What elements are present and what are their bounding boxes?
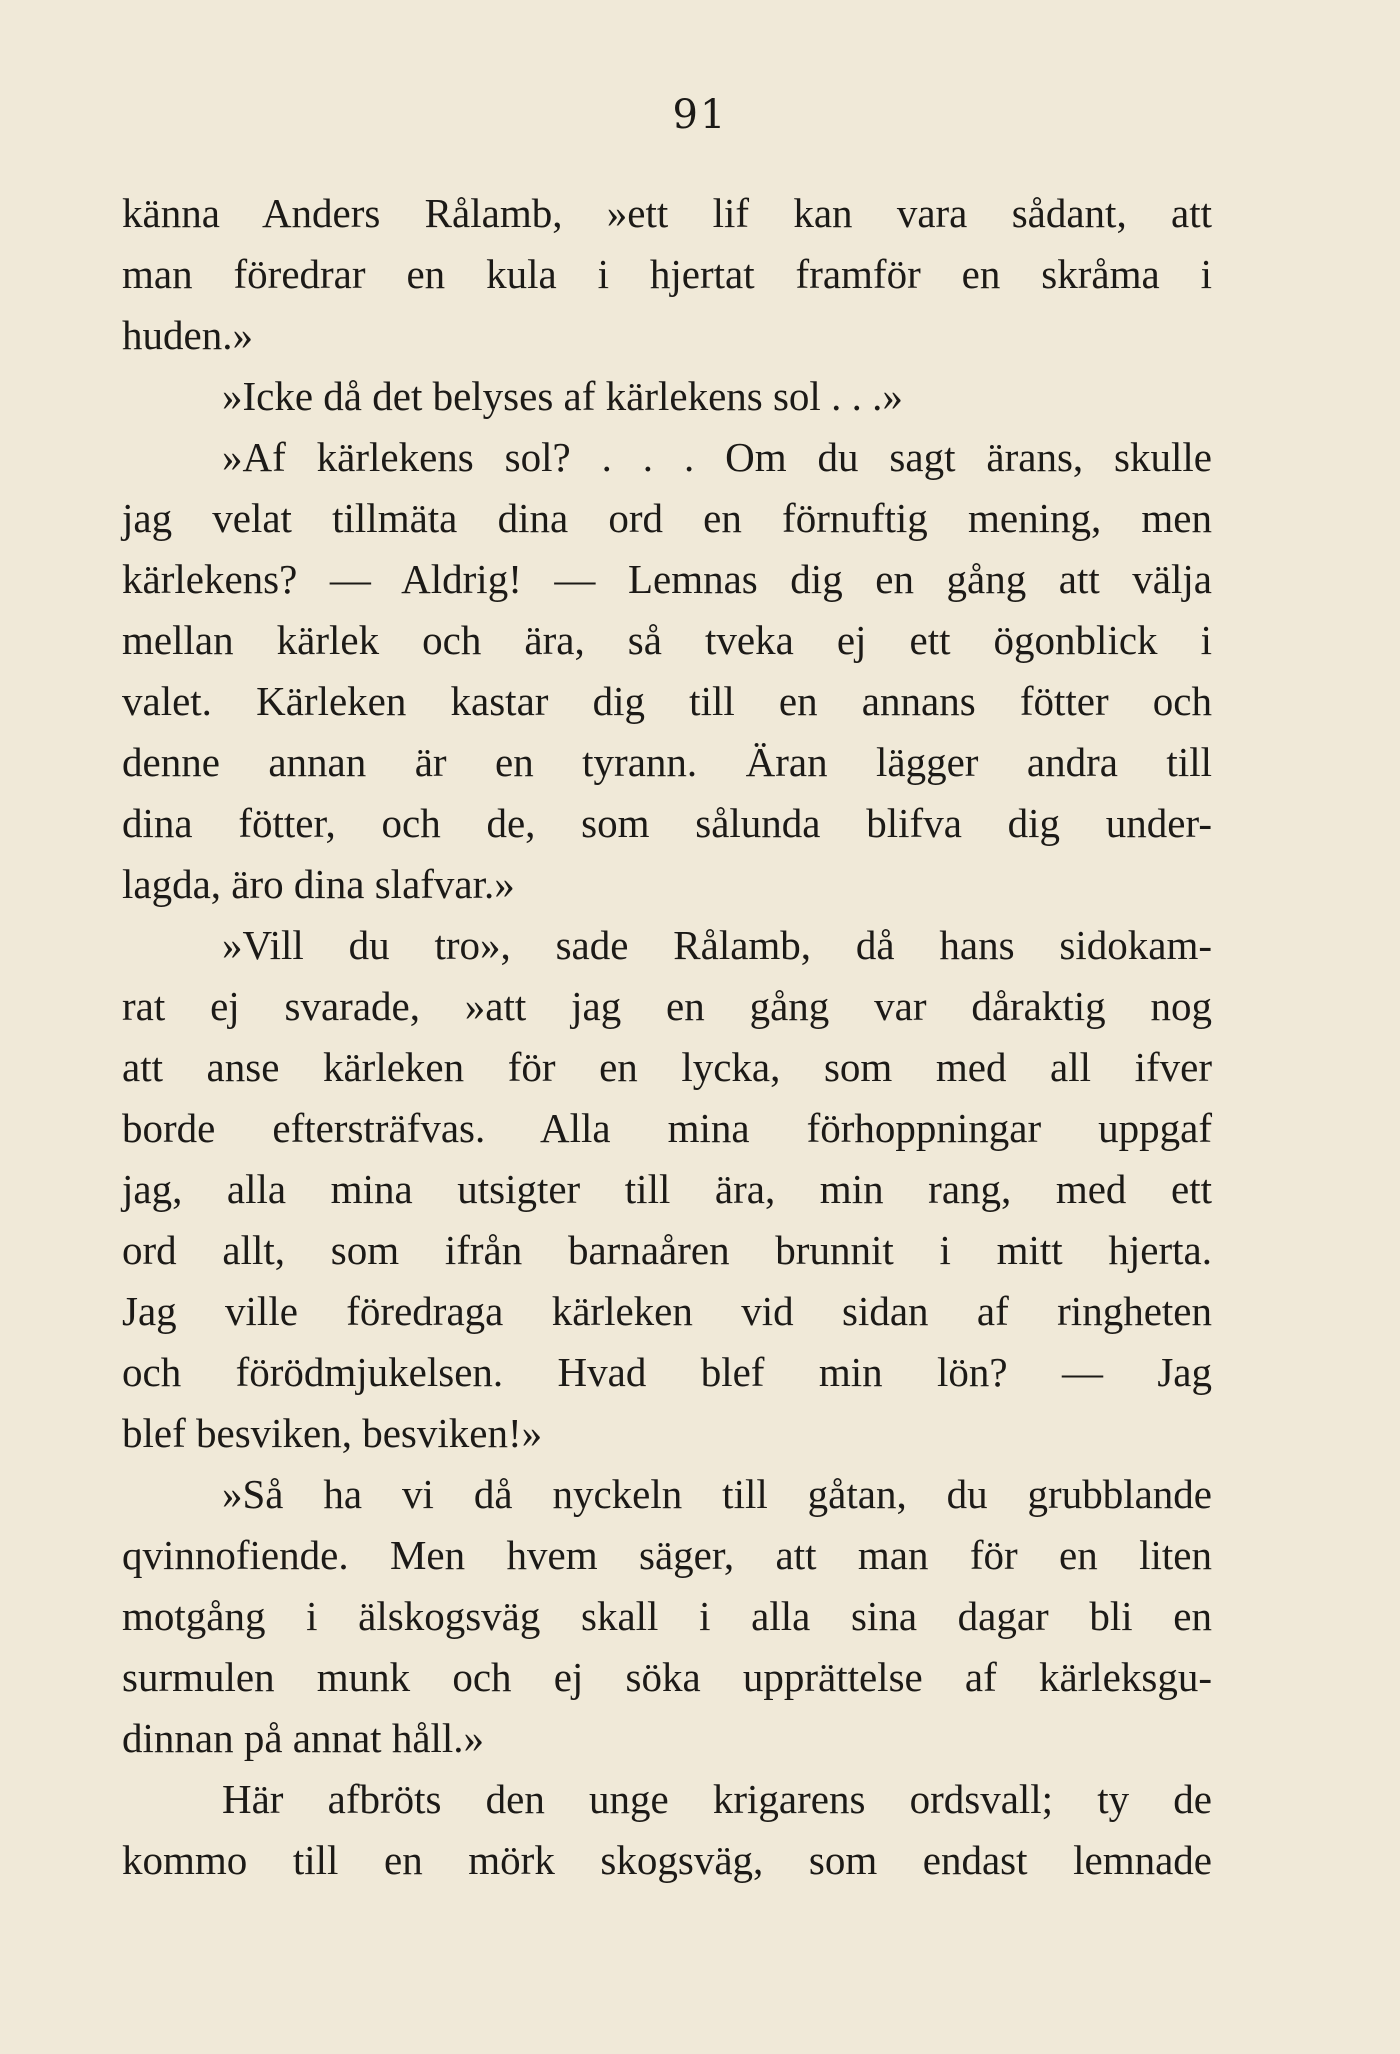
text-line: Här afbröts den unge krigarens ordsvall; ty de — [222, 1776, 1212, 1822]
text-line: kommo till en mörk skogsväg, som endast lemnade — [122, 1837, 1212, 1883]
text-line: dina fötter, och de, som sålunda blifva dig under- — [122, 800, 1212, 846]
text-line: huden.» — [122, 312, 253, 358]
text-line: rat ej svarade, »att jag en gång var dåraktig nog — [122, 983, 1212, 1029]
text-line: »Icke då det belyses af kärlekens sol . . .» — [222, 373, 903, 419]
text-line: »Af kärlekens sol? . . . Om du sagt ärans, skulle — [222, 434, 1212, 480]
text-line: Jag ville föredraga kärleken vid sidan af ringheten — [122, 1288, 1212, 1334]
text-line: surmulen munk och ej söka upprättelse af kärleksgu- — [122, 1654, 1212, 1700]
text-line: borde eftersträfvas. Alla mina förhoppningar uppgaf — [122, 1105, 1212, 1151]
text-line: blef besviken, besviken!» — [122, 1410, 543, 1456]
text-line: kärlekens? — Aldrig! — Lemnas dig en gång att välja — [122, 556, 1212, 602]
text-line: att anse kärleken för en lycka, som med all ifver — [122, 1044, 1212, 1090]
text-line: motgång i älskogsväg skall i alla sina dagar bli en — [122, 1593, 1212, 1639]
page-number: 91 — [672, 92, 728, 138]
text-line: denne annan är en tyrann. Äran lägger andra till — [122, 739, 1212, 785]
text-line: man föredrar en kula i hjertat framför en skråma i — [122, 251, 1212, 297]
text-line: dinnan på annat håll.» — [122, 1715, 485, 1761]
text-line: qvinnofiende. Men hvem säger, att man för en liten — [122, 1532, 1212, 1578]
text-line: »Vill du tro», sade Rålamb, då hans sidokam- — [222, 922, 1212, 968]
text-line: ord allt, som ifrån barnaåren brunnit i mitt hjerta. — [122, 1227, 1212, 1273]
text-line: jag velat tillmäta dina ord en förnuftig mening, men — [122, 495, 1212, 541]
text-line: mellan kärlek och ära, så tveka ej ett ögonblick i — [122, 617, 1212, 663]
text-line: jag, alla mina utsigter till ära, min rang, med ett — [122, 1166, 1212, 1212]
text-line: »Så ha vi då nyckeln till gåtan, du grubblande — [222, 1471, 1212, 1517]
text-line: valet. Kärleken kastar dig till en annans fötter och — [122, 678, 1212, 724]
text-line: och förödmjukelsen. Hvad blef min lön? — Jag — [122, 1349, 1212, 1395]
body-text — [122, 183, 1212, 1891]
text-line: lagda, äro dina slafvar.» — [122, 861, 515, 907]
text-line: känna Anders Rålamb, »ett lif kan vara sådant, att — [122, 190, 1212, 236]
